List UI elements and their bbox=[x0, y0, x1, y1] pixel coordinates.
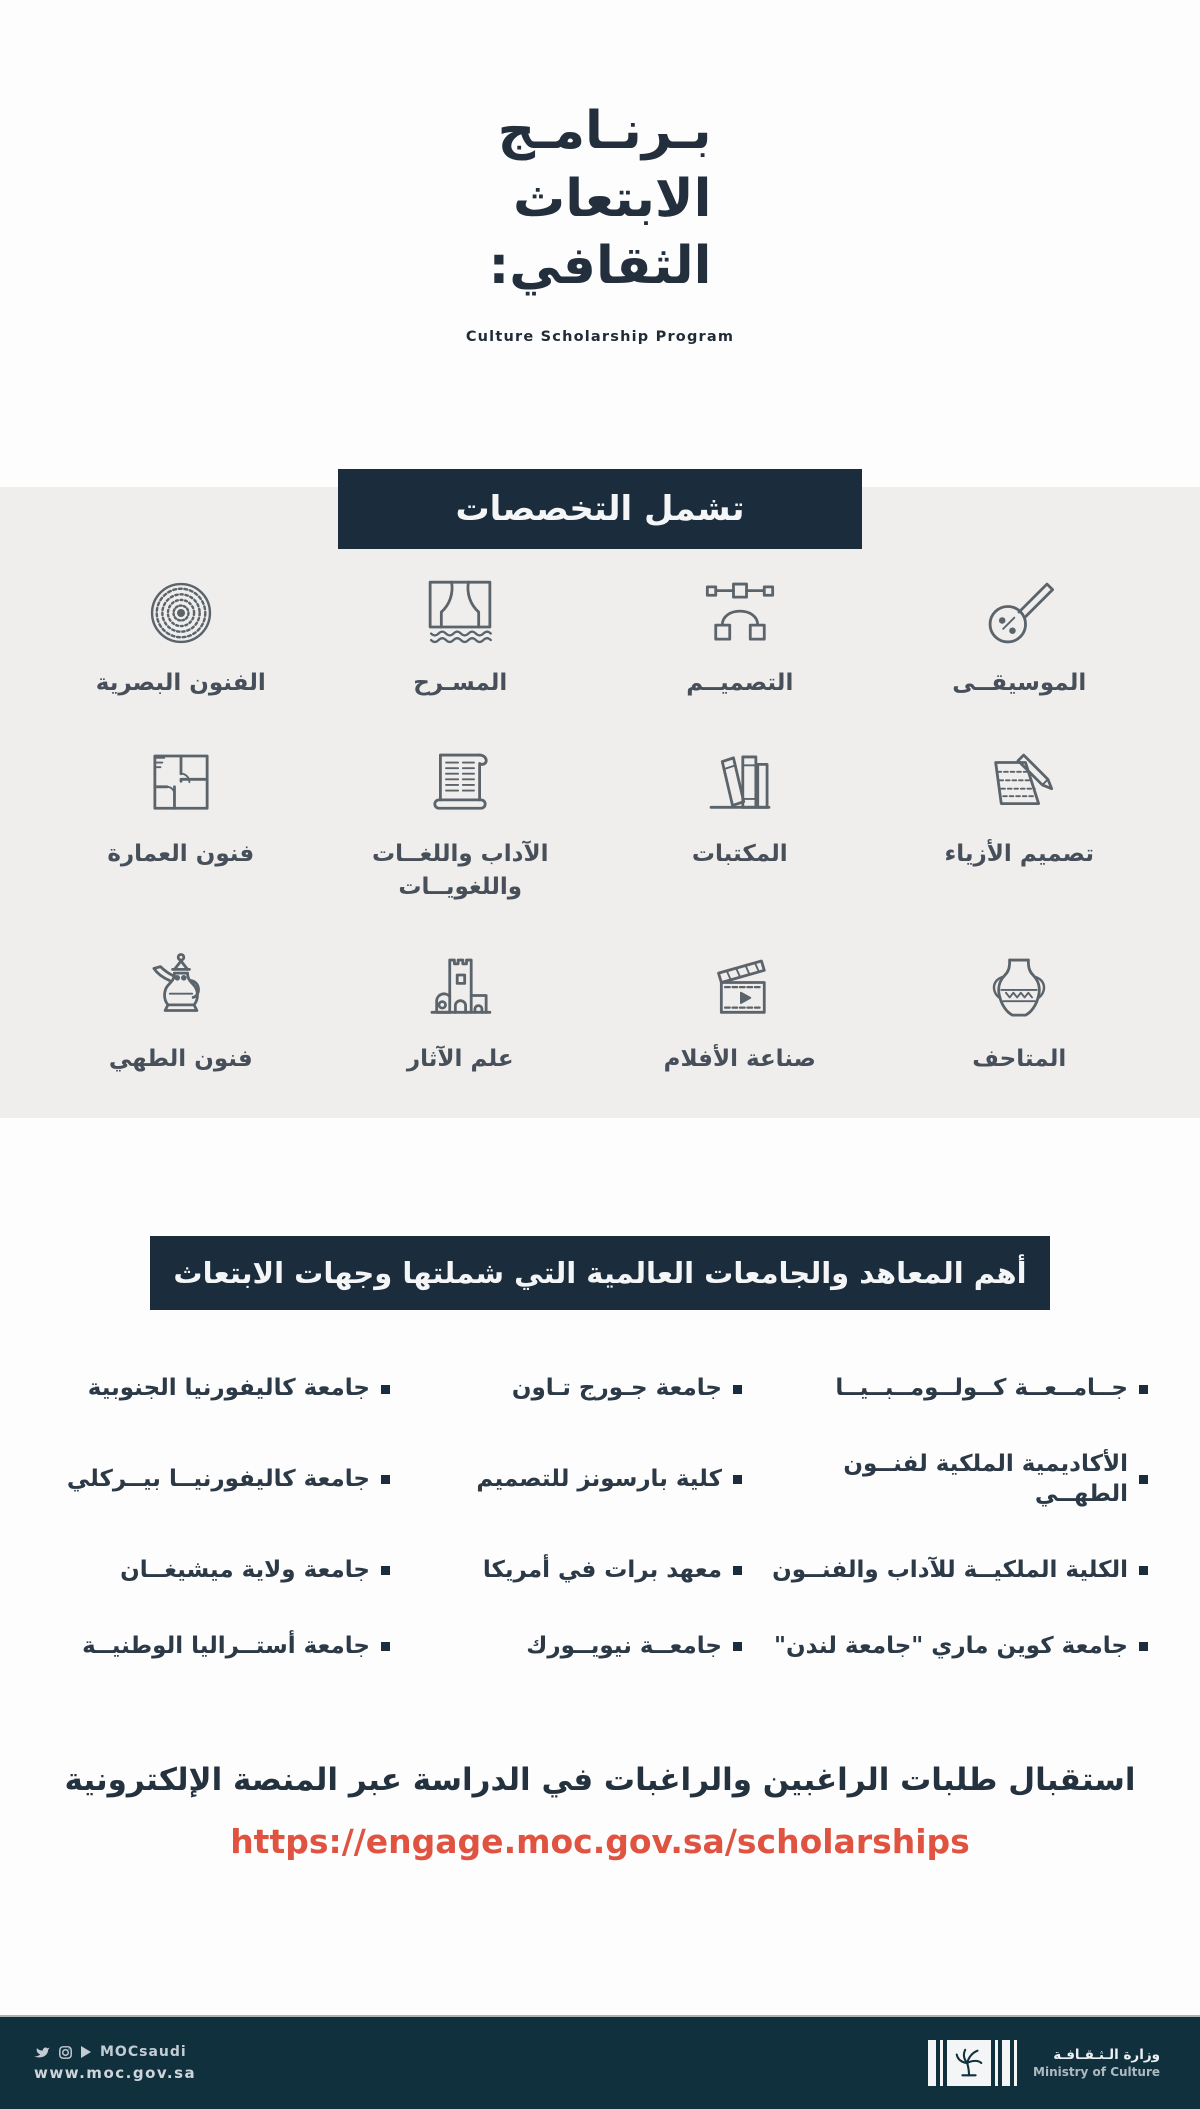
spec-label: تصميم الأزياء bbox=[944, 841, 1094, 868]
footer-social-block bbox=[34, 2044, 197, 2082]
clapperboard-icon bbox=[698, 947, 782, 1031]
specialties-grid bbox=[46, 571, 1154, 1076]
floor-plan-icon bbox=[139, 742, 223, 826]
university-name: الأكاديمية الملكية لفنــون الطهــي bbox=[843, 1451, 1128, 1507]
specialties-banner: تشمل التخصصات bbox=[338, 469, 862, 549]
university-name: كلية بارسونز للتصميم bbox=[476, 1465, 722, 1492]
bullet-square bbox=[381, 1475, 390, 1484]
university-name: جامعة كاليفورنيــا بيــركلي bbox=[66, 1465, 370, 1492]
bullet-square bbox=[381, 1566, 390, 1575]
spec-label: الموسيقــى bbox=[952, 669, 1087, 696]
palm-tree-icon bbox=[952, 2046, 986, 2080]
university-item bbox=[756, 1374, 1148, 1404]
university-item bbox=[52, 1450, 390, 1510]
logo-line-3: الثقافي: bbox=[488, 236, 712, 297]
universities-banner: أهم المعاهد والجامعات العالمية التي شملتها وجهات الابتعاث bbox=[150, 1236, 1050, 1310]
logo-bar bbox=[940, 2040, 943, 2086]
spec-label: الآداب واللغــات واللغويــات bbox=[372, 841, 549, 901]
apply-url-link[interactable]: https://engage.moc.gov.sa/scholarships bbox=[230, 1821, 970, 1861]
spec-label: فنون العمارة bbox=[107, 841, 255, 868]
university-name: جامعة كوين ماري "جامعة لندن" bbox=[773, 1632, 1128, 1659]
spec-label: المكتبات bbox=[691, 841, 788, 868]
books-icon bbox=[698, 742, 782, 826]
university-name: جامعة أستــراليا الوطنيــة bbox=[82, 1632, 370, 1659]
instagram-icon[interactable] bbox=[59, 2046, 72, 2059]
spec-item-music bbox=[885, 571, 1155, 700]
spec-item-literature-languages bbox=[326, 742, 596, 905]
bullet-square bbox=[381, 1642, 390, 1651]
footer-bar bbox=[0, 2015, 1200, 2109]
spec-item-culinary bbox=[46, 947, 316, 1076]
spec-item-theater bbox=[326, 571, 596, 700]
spec-label: المتاحف bbox=[972, 1045, 1067, 1072]
bullet-square bbox=[733, 1475, 742, 1484]
spec-label: المسـرح bbox=[413, 669, 508, 696]
university-name: الكلية الملكيــة للآداب والفنــون bbox=[772, 1556, 1128, 1583]
bullet-square bbox=[1139, 1566, 1148, 1575]
geometric-ornament-icon bbox=[139, 571, 223, 655]
palm-box bbox=[947, 2040, 991, 2086]
university-name: معهد برات في أمريكا bbox=[482, 1556, 722, 1583]
university-item bbox=[756, 1450, 1148, 1510]
logo-bar bbox=[995, 2040, 998, 2086]
scroll-icon bbox=[418, 742, 502, 826]
bezier-pen-icon bbox=[698, 571, 782, 655]
ministry-logo-block bbox=[928, 2040, 1160, 2086]
youtube-play-icon[interactable] bbox=[81, 2046, 91, 2058]
bullet-square bbox=[1139, 1475, 1148, 1484]
spec-label: صناعة الأفلام bbox=[663, 1045, 816, 1072]
logo-line-1: بـرنـامـج bbox=[497, 101, 712, 161]
logo-bar bbox=[928, 2040, 936, 2086]
university-name: جامعــة نيويــورك bbox=[526, 1632, 722, 1659]
university-name: جامعة جـورج تـاون bbox=[511, 1375, 722, 1402]
logo-line-2: الابتعاث bbox=[513, 168, 712, 229]
spec-item-design bbox=[605, 571, 875, 700]
bullet-square bbox=[381, 1385, 390, 1394]
spec-item-architecture bbox=[46, 742, 316, 905]
university-item bbox=[404, 1556, 742, 1586]
university-name: جامعة ولاية ميشيغــان bbox=[120, 1556, 370, 1583]
bullet-square bbox=[733, 1385, 742, 1394]
ancient-tower-icon bbox=[418, 947, 502, 1031]
bullet-square bbox=[1139, 1642, 1148, 1651]
theater-stage-icon bbox=[418, 571, 502, 655]
logo-bar bbox=[1014, 2040, 1017, 2086]
university-item bbox=[52, 1632, 390, 1662]
university-item bbox=[756, 1632, 1148, 1662]
dallah-coffee-pot-icon bbox=[139, 947, 223, 1031]
spec-item-filmmaking bbox=[605, 947, 875, 1076]
footer-website-url[interactable]: www.moc.gov.sa bbox=[34, 2064, 197, 2082]
social-handle[interactable]: MOCsaudi bbox=[100, 2044, 187, 2060]
bullet-square bbox=[733, 1566, 742, 1575]
university-name: جــامــعــة كــولــومــبــيــا bbox=[835, 1375, 1128, 1402]
university-item bbox=[756, 1556, 1148, 1586]
spec-label: علم الآثار bbox=[406, 1045, 514, 1072]
header bbox=[0, 0, 1200, 345]
spec-item-fashion-design bbox=[885, 742, 1155, 905]
spec-item-libraries bbox=[605, 742, 875, 905]
spec-label: فنون الطهي bbox=[108, 1045, 253, 1072]
university-name: جامعة كاليفورنيا الجنوبية bbox=[87, 1375, 370, 1402]
specialties-section bbox=[0, 487, 1200, 1118]
logo-bar bbox=[1002, 2040, 1010, 2086]
ministry-name-arabic: وزارة الـثـقـافـة bbox=[1053, 2046, 1160, 2063]
universities-grid bbox=[52, 1374, 1148, 1661]
spec-item-archaeology bbox=[326, 947, 596, 1076]
logo-subtitle: Culture Scholarship Program bbox=[465, 328, 735, 345]
oud-music-icon bbox=[977, 571, 1061, 655]
bullet-square bbox=[733, 1642, 742, 1651]
social-row bbox=[34, 2044, 197, 2060]
ministry-text bbox=[1033, 2046, 1160, 2080]
university-item bbox=[404, 1374, 742, 1404]
pottery-vase-icon bbox=[977, 947, 1061, 1031]
spec-item-museums bbox=[885, 947, 1155, 1076]
program-logo-title bbox=[489, 98, 712, 301]
spec-item-visual-arts bbox=[46, 571, 316, 700]
university-item bbox=[404, 1632, 742, 1662]
university-item bbox=[404, 1450, 742, 1510]
bullet-square bbox=[1139, 1385, 1148, 1394]
fabric-pencil-icon bbox=[977, 742, 1061, 826]
apply-instructions: استقبال طلبات الراغبين والراغبات في الدراسة عبر المنصة الإلكترونية bbox=[64, 1761, 1136, 1798]
university-item bbox=[52, 1556, 390, 1586]
twitter-icon[interactable] bbox=[34, 2046, 50, 2059]
spec-label: التصميــم bbox=[686, 669, 794, 696]
university-item bbox=[52, 1374, 390, 1404]
spec-label: الفنون البصرية bbox=[95, 669, 266, 696]
ministry-logo bbox=[928, 2040, 1017, 2086]
ministry-name-english: Ministry of Culture bbox=[1033, 2065, 1160, 2080]
